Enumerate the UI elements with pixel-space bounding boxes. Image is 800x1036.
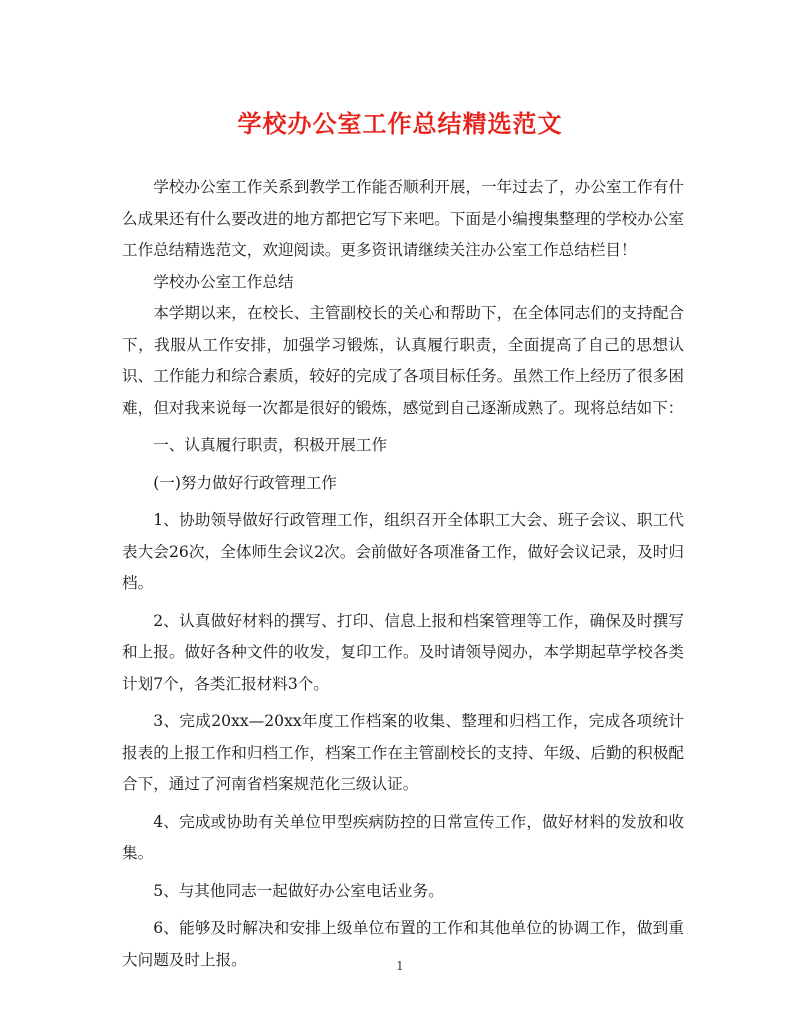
list-item-6: 6、能够及时解决和安排上级单位布置的工作和其他单位的协调工作，做到重大问题及时上报。 xyxy=(122,919,684,969)
list-item-1: 1、协助领导做好行政管理工作，组织召开全体职工大会、班子会议、职工代表大会26次，全体师生会议2次。会前做好各项准备工作，做好会议记录，及时归档。 xyxy=(122,511,684,592)
list-item-2: 2、认真做好材料的撰写、打印、信息上报和档案管理等工作，确保及时撰写和上报。做好各种文件的收发，复印工作。及时请领导阅办，本学期起草学校各类计划7个，各类汇报材料3个。 xyxy=(122,611,684,693)
intro-paragraph: 学校办公室工作关系到教学工作能否顺利开展，一年过去了，办公室工作有什么成果还有什么要改进的地方都把它写下来吧。下面是小编搜集整理的学校办公室工作总结精选范文，欢迎阅读。更多资讯请继续关注办公室工作总结栏目！ xyxy=(122,178,684,259)
list-item-4: 4、完成或协助有关单位甲型疾病防控的日常宣传工作，做好材料的发放和收集。 xyxy=(122,812,684,862)
list-item-5: 5、与其他同志一起做好办公室电话业务。 xyxy=(153,881,444,900)
page-number: 1 xyxy=(396,959,404,973)
heading-level-2: (一)努力做好行政管理工作 xyxy=(153,473,337,492)
document-body xyxy=(122,172,684,976)
document-title: 学校办公室工作总结精选范文 xyxy=(237,109,563,138)
list-item-3: 3、完成20xx—20xx年度工作档案的收集、整理和归档工作，完成各项统计报表的上报工作和归档工作，档案工作在主管副校长的支持、年级、后勤的积极配合下，通过了河南省档案规范化三级认证。 xyxy=(122,712,684,793)
overview-paragraph: 本学期以来，在校长、主管副校长的关心和帮助下，在全体同志们的支持配合下，我服从工作安排，加强学习锻炼，认真履行职责，全面提高了自己的思想认识、工作能力和综合素质，较好的完成了各项目标任务。虽然工作上经历了很多困难，但对我来说每一次都是很好的锻炼，感觉到自己逐渐成熟了。现将总结如下： xyxy=(122,304,684,417)
heading-level-1: 一、认真履行职责，积极开展工作 xyxy=(153,436,388,454)
section-heading: 学校办公室工作总结 xyxy=(153,272,294,291)
